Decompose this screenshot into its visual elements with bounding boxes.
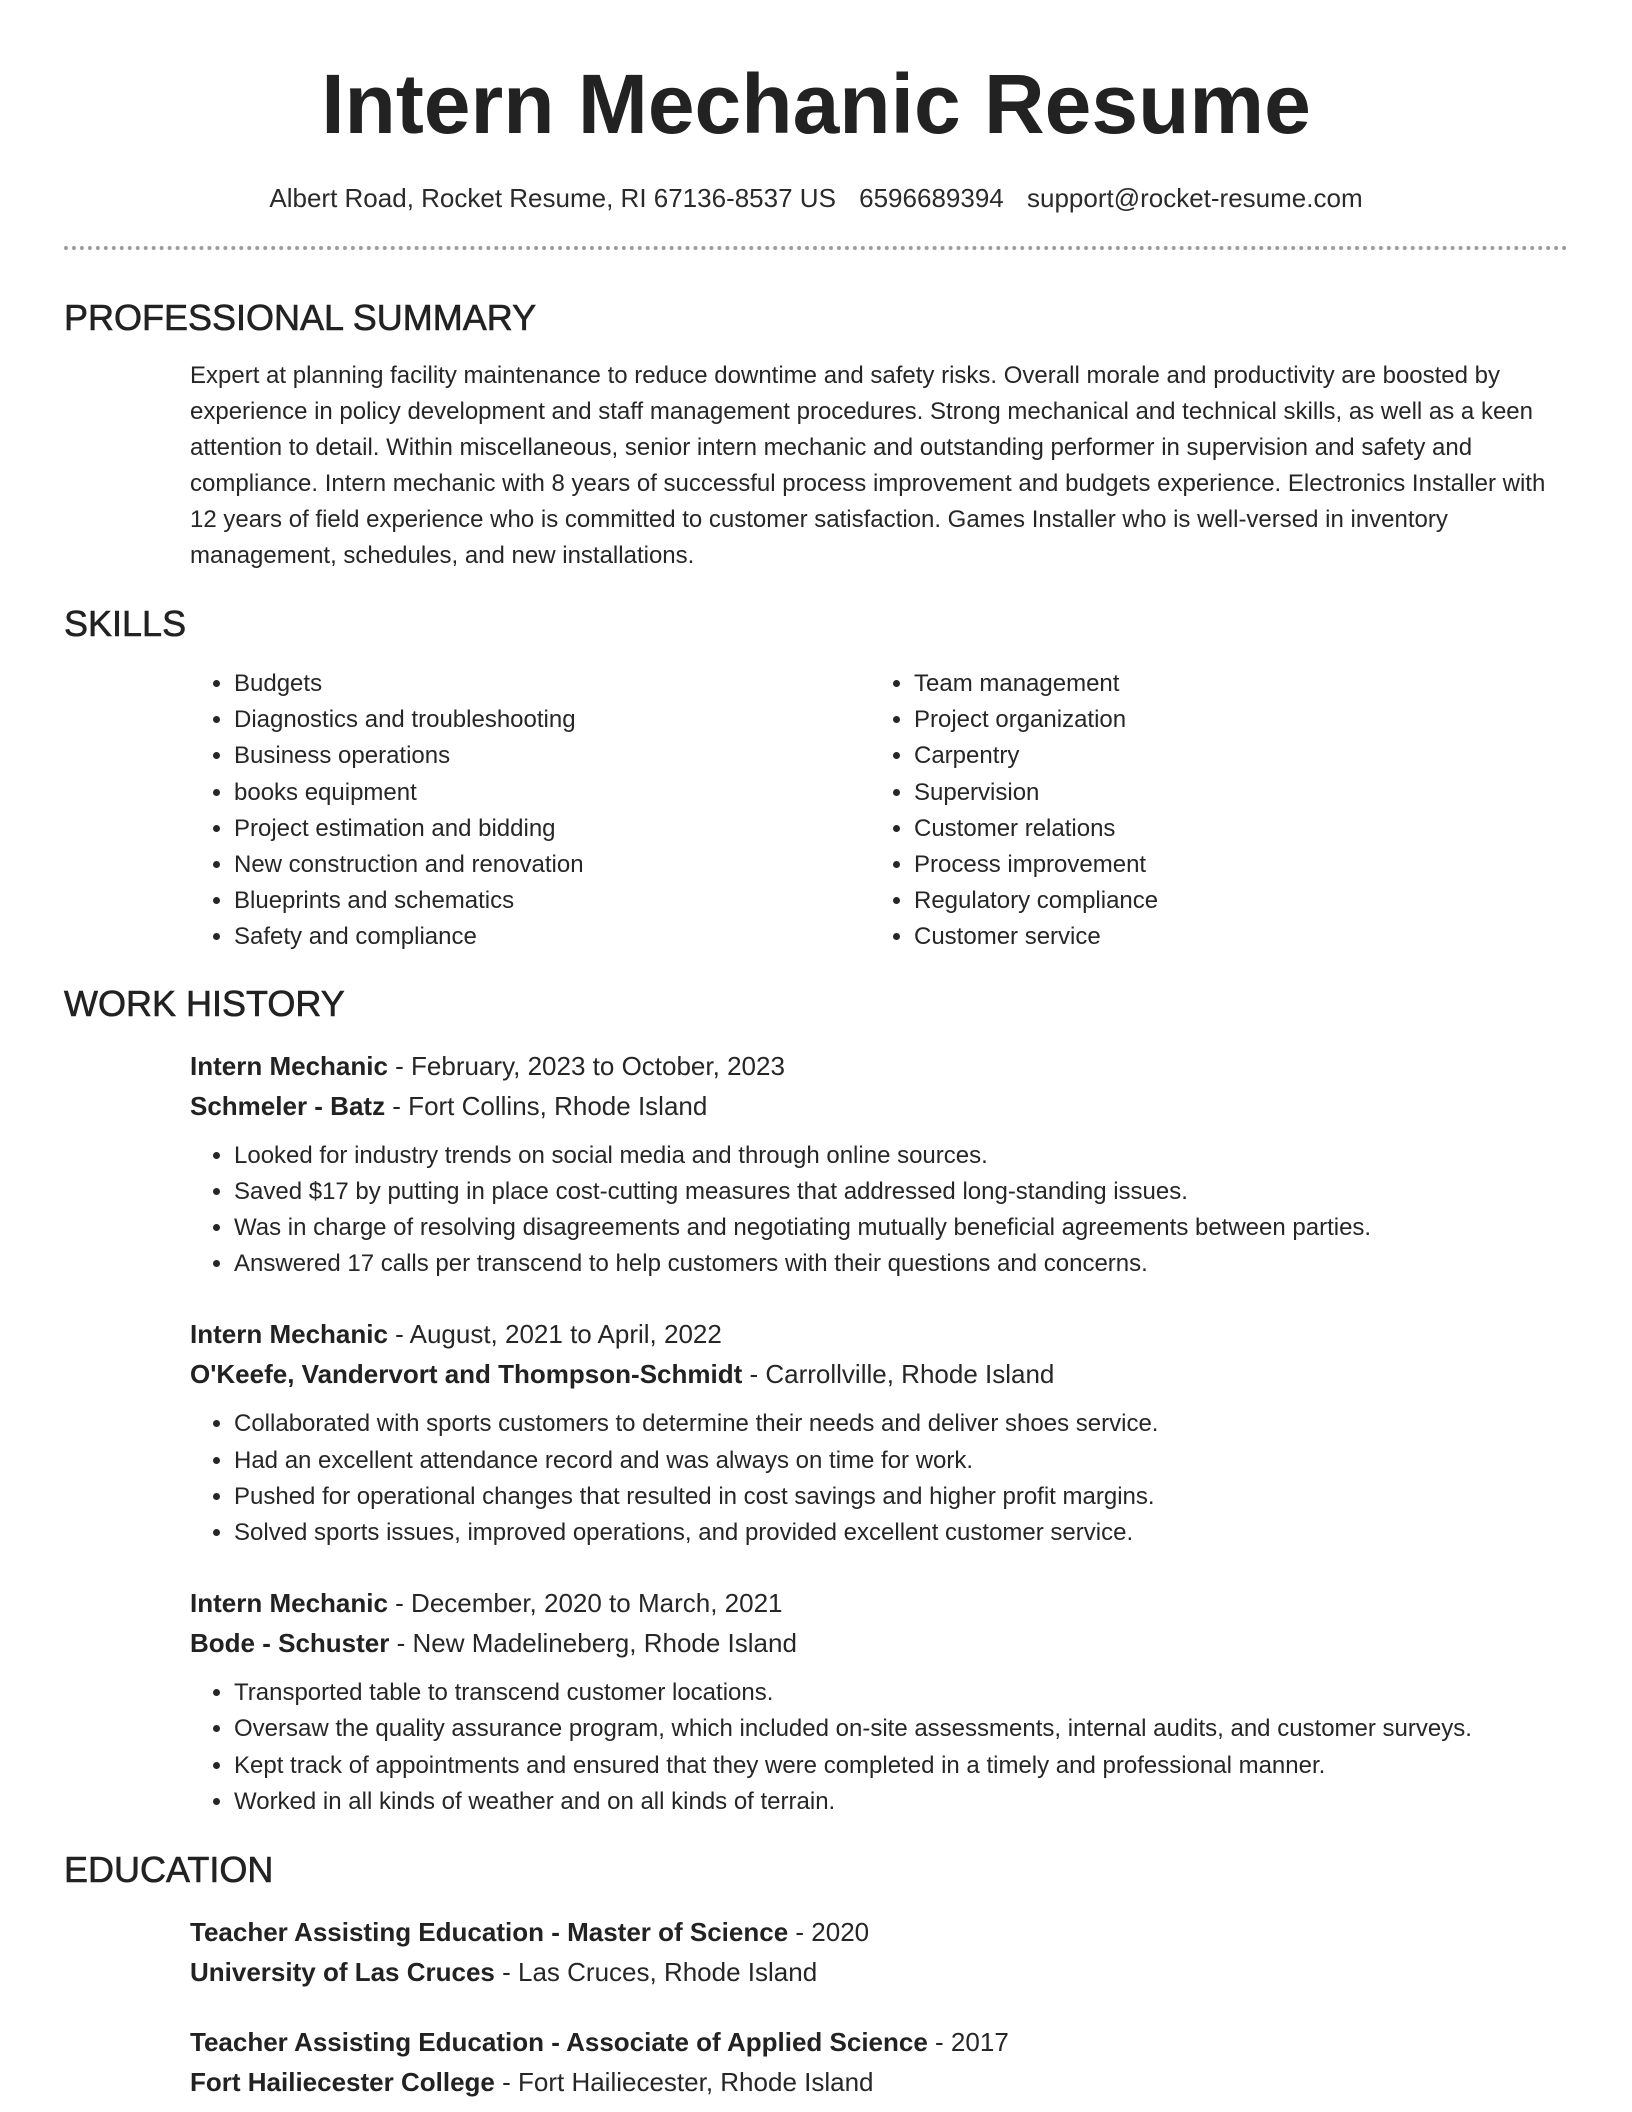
job-bullets [190, 1138, 1568, 1283]
job-bullet: • Was in charge of resolving disagreements and negotiating mutually beneficial agreements between parties. [234, 1210, 1568, 1246]
skill-item: • Project organization [914, 702, 1550, 738]
contact-phone: 6596689394 [859, 183, 1004, 213]
job-company: Bode - Schuster [190, 1628, 390, 1659]
skill-item: • Diagnostics and troubleshooting [234, 702, 870, 738]
job-location: - New Madelineberg, Rhode Island [389, 1628, 797, 1659]
job-bullet: • Answered 17 calls per transcend to help customers with their questions and concerns. [234, 1246, 1568, 1282]
job-bullets [190, 1406, 1568, 1551]
job-company-line [190, 1623, 1568, 1663]
contact-line [64, 182, 1568, 214]
skill-item: • Safety and compliance [234, 919, 870, 955]
job-bullet: • Pushed for operational changes that resulted in cost savings and higher profit margins. [234, 1479, 1568, 1515]
education-degree-line [190, 2022, 1568, 2062]
job-entry [190, 1046, 1568, 1283]
job-company-line [190, 1354, 1568, 1394]
job-entry [190, 1583, 1568, 1820]
skill-item: • Team management [914, 666, 1550, 702]
education-degree-line [190, 1912, 1568, 1952]
education-school: University of Las Cruces [190, 1957, 495, 1988]
job-title-line [190, 1314, 1568, 1354]
job-title: Intern Mechanic [190, 1050, 388, 1081]
job-title: Intern Mechanic [190, 1588, 388, 1619]
education-location: - Las Cruces, Rhode Island [494, 1957, 818, 1988]
job-location: - Fort Collins, Rhode Island [385, 1090, 708, 1121]
job-company: Schmeler - Batz [190, 1090, 386, 1121]
job-bullet: • Transported table to transcend customer locations. [234, 1675, 1568, 1711]
contact-address: Albert Road, Rocket Resume, RI 67136-8537 US [269, 183, 836, 213]
job-bullet: • Kept track of appointments and ensured that they were completed in a timely and professional manner. [234, 1748, 1568, 1784]
education-entry [190, 1912, 1568, 1992]
skills-list [190, 666, 1568, 956]
education-degree: Teacher Assisting Education - Master of Science [190, 1917, 789, 1948]
job-bullet: • Had an excellent attendance record and was always on time for work. [234, 1443, 1568, 1479]
header-divider [64, 246, 1568, 250]
skills-column-left [190, 666, 870, 956]
skills-heading: SKILLS [64, 603, 187, 644]
skill-item: • New construction and renovation [234, 847, 870, 883]
education-year: - 2017 [927, 2027, 1009, 2058]
job-title-line [190, 1046, 1568, 1086]
education-year: - 2020 [788, 1917, 870, 1948]
job-dates: - August, 2021 to April, 2022 [387, 1319, 722, 1350]
job-bullet: • Saved $17 by putting in place cost-cutting measures that addressed long-standing issues. [234, 1174, 1568, 1210]
work-heading: WORK HISTORY [64, 982, 345, 1024]
skill-item: • Regulatory compliance [914, 883, 1550, 919]
summary-text: Expert at planning facility maintenance to reduce downtime and safety risks. Overall morale and productivity are boosted by experience in policy development and staff management procedures. Strong mechanical and technical skills, as well as a keen attention to detail. Within miscellaneous, senior intern mechanic and outstanding performer in supervision and safety and compliance. Intern mechanic with 8 years of successful process improvement and budgets experience. Electronics Installer with 12 years of field experience who is committed to customer satisfaction. Games Installer who is well-versed in inventory management, schedules, and new installations. [190, 362, 1546, 569]
skill-item: • books equipment [234, 775, 870, 811]
job-bullets [190, 1675, 1568, 1820]
skill-item: • Process improvement [914, 847, 1550, 883]
education-location: - Fort Hailiecester, Rhode Island [494, 2067, 874, 2098]
education-degree: Teacher Assisting Education - Associate of Applied Science [190, 2027, 928, 2058]
skills-column-right [870, 666, 1550, 956]
job-title: Intern Mechanic [190, 1319, 388, 1350]
job-location: - Carrollville, Rhode Island [742, 1359, 1055, 1390]
job-bullet: • Solved sports issues, improved operations, and provided excellent customer service. [234, 1515, 1568, 1551]
job-company-line [190, 1086, 1568, 1126]
education-school: Fort Hailiecester College [190, 2067, 495, 2098]
contact-email: support@rocket-resume.com [1026, 183, 1363, 213]
education-school-line [190, 1952, 1568, 1992]
skill-item: • Project estimation and bidding [234, 811, 870, 847]
skill-item: • Carpentry [914, 738, 1550, 774]
resume-page [64, 0, 1568, 2102]
job-bullet: • Worked in all kinds of weather and on all kinds of terrain. [234, 1784, 1568, 1820]
skill-item: • Customer relations [914, 811, 1550, 847]
job-bullet: • Looked for industry trends on social media and through online sources. [234, 1138, 1568, 1174]
skill-item: • Supervision [914, 775, 1550, 811]
skill-item: • Blueprints and schematics [234, 883, 870, 919]
summary-heading: PROFESSIONAL SUMMARY [64, 297, 537, 338]
job-bullet: • Collaborated with sports customers to determine their needs and deliver shoes service. [234, 1406, 1568, 1442]
education-heading: EDUCATION [64, 1849, 274, 1891]
education-entry [190, 2022, 1568, 2102]
job-title-line [190, 1583, 1568, 1623]
education-school-line [190, 2062, 1568, 2102]
skill-item: • Customer service [914, 919, 1550, 955]
job-bullet: • Oversaw the quality assurance program, which included on-site assessments, internal audits, and customer surveys. [234, 1711, 1568, 1747]
job-entry [190, 1314, 1568, 1551]
job-dates: - December, 2020 to March, 2021 [387, 1588, 783, 1619]
job-dates: - February, 2023 to October, 2023 [387, 1050, 785, 1081]
skill-item: • Business operations [234, 738, 870, 774]
skill-item: • Budgets [234, 666, 870, 702]
job-company: O'Keefe, Vandervort and Thompson-Schmidt [190, 1359, 743, 1390]
resume-title: Intern Mechanic Resume [321, 57, 1311, 151]
